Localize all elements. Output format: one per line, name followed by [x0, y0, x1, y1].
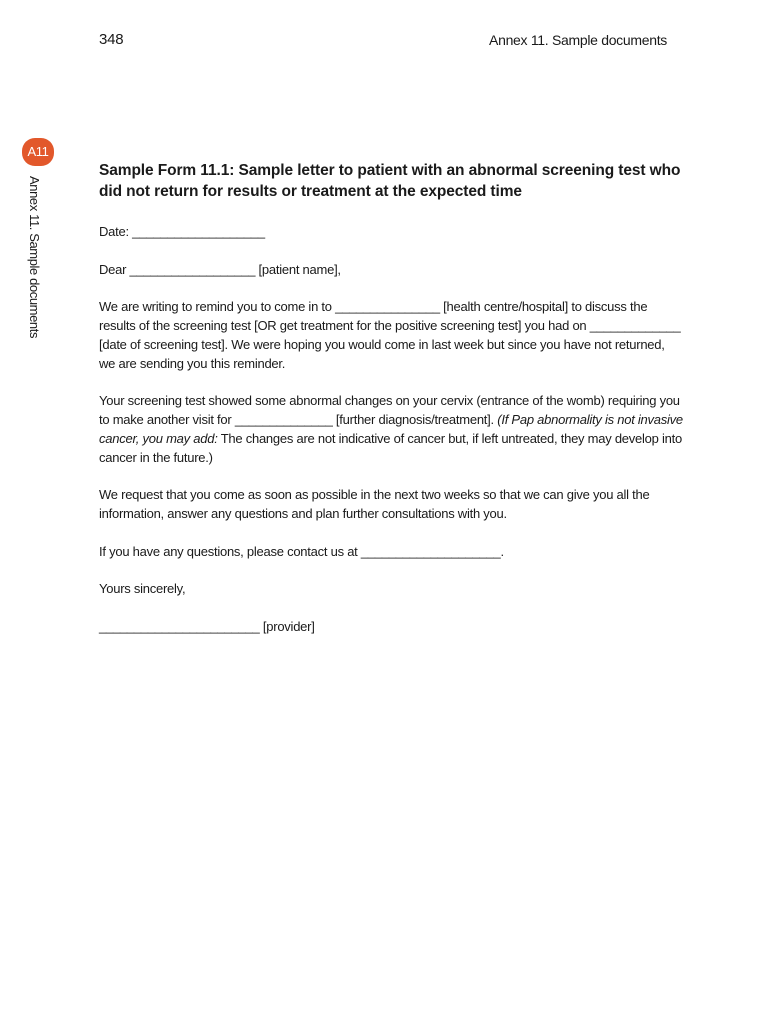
results-italic-note: (If Pap abnormality is not invasive cancer, you may add:: [99, 411, 683, 446]
closing: Yours sincerely,: [99, 581, 186, 597]
results-paragraph: [99, 392, 684, 467]
form-title: Sample Form 11.1: Sample letter to patient with an abnormal screening test who did not return for results or treatment at the expected time: [99, 162, 681, 200]
contact-paragraph: If you have any questions, please contact us at ____________________.: [99, 543, 504, 559]
reminder-paragraph: We are writing to remind you to come in to _______________ [health centre/hospital] to discuss the results of the screening test [OR get treatment for the positive screening test] you had on _____________ [date of screening test]. We were hoping you would come in last week but since you have not returned, we are sending you this reminder.: [99, 299, 681, 371]
date-line: Date: ___________________: [99, 224, 265, 239]
letter-content: [99, 160, 684, 655]
page-number: 348: [99, 31, 124, 48]
running-header: Annex 11. Sample documents: [489, 32, 667, 48]
request-paragraph: We request that you come as soon as possible in the next two weeks so that we can give you all the information, answer any questions and plan further consultations with you.: [99, 487, 650, 521]
annex-tab-badge: A11: [22, 138, 54, 166]
salutation: Dear __________________ [patient name],: [99, 261, 341, 277]
results-addition: The changes are not indicative of cancer but, if left untreated, they may develop into cancer in the future.): [99, 430, 682, 465]
annex-side-label: Annex 11. Sample documents: [27, 176, 42, 339]
results-text: Your screening test showed some abnormal changes on your cervix (entrance of the womb) requiring you to make another visit for ______________ [further diagnosis/treatment].: [99, 393, 680, 427]
signature-line: _______________________ [provider]: [99, 618, 315, 634]
